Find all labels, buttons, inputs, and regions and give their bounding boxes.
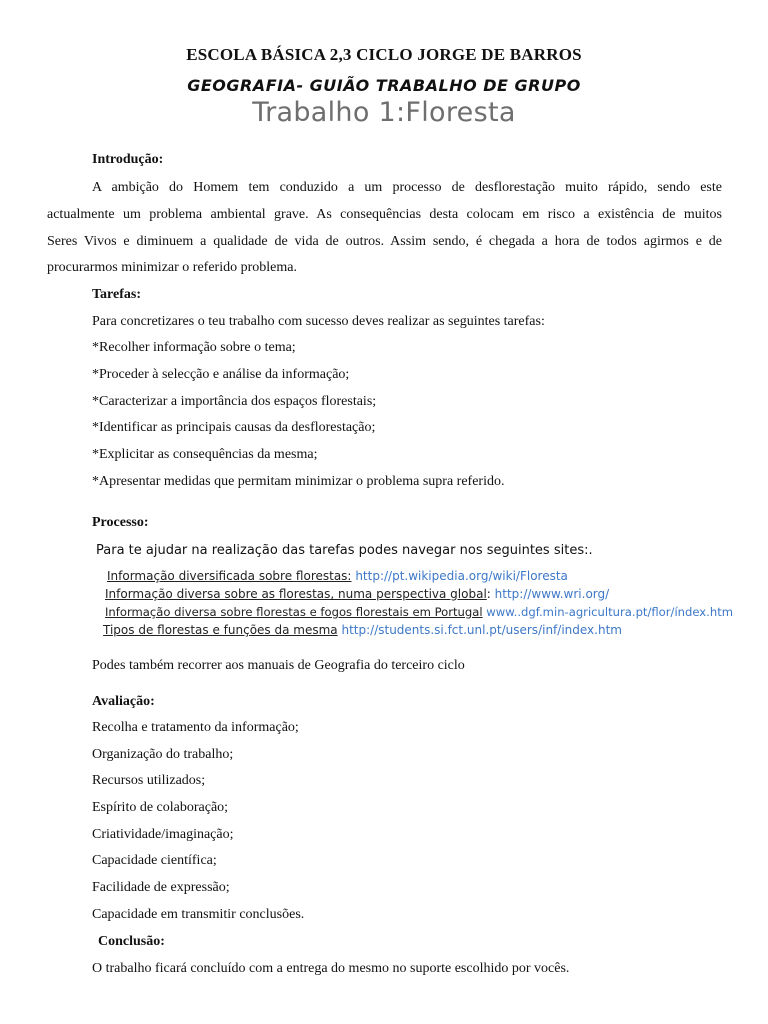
task-item: *Explicitar as consequências da mesma; <box>92 447 318 462</box>
evaluation-item: Capacidade em transmitir conclusões. <box>92 907 305 922</box>
intro-line-3: Seres Vivos e diminuem a qualidade de vida de outros. Assim sendo, é chegada a hora de todos agirmos e de <box>47 234 722 249</box>
link-label[interactable]: Tipos de florestas e funções da mesma <box>103 623 338 637</box>
link-row <box>107 569 568 583</box>
link-url[interactable]: www..dgf.min-agricultura.pt/flor/índex.htm <box>486 605 734 619</box>
intro-heading: Introdução: <box>92 152 164 167</box>
link-label[interactable]: Informação diversificada sobre florestas: <box>107 569 352 583</box>
link-row <box>103 623 622 637</box>
evaluation-item: Organização do trabalho; <box>92 747 234 762</box>
tasks-heading: Tarefas: <box>92 287 141 302</box>
link-url[interactable]: http://www.wri.org/ <box>494 587 610 601</box>
intro-line-1: A ambição do Homem tem conduzido a um processo de desflorestação muito rápido, sendo este <box>92 180 722 195</box>
evaluation-item: Facilidade de expressão; <box>92 880 230 895</box>
link-row <box>105 605 733 619</box>
task-item: *Proceder à selecção e análise da informação; <box>92 367 350 382</box>
evaluation-item: Recursos utilizados; <box>92 773 206 788</box>
task-item: *Identificar as principais causas da desflorestação; <box>92 420 376 435</box>
intro-line-2: actualmente um problema ambiental grave. As consequências desta colocam em risco a existência de muitos <box>47 207 722 222</box>
evaluation-item: Recolha e tratamento da informação; <box>92 720 299 735</box>
tasks-lead: Para concretizares o teu trabalho com sucesso deves realizar as seguintes tarefas: <box>92 314 545 329</box>
evaluation-item: Capacidade científica; <box>92 853 217 868</box>
link-label[interactable]: Informação diversa sobre as florestas, numa perspectiva global <box>105 587 487 601</box>
intro-line-4: procurarmos minimizar o referido problema. <box>47 260 297 275</box>
process-note: Podes também recorrer aos manuais de Geografia do terceiro ciclo <box>92 658 465 673</box>
evaluation-item: Criatividade/imaginação; <box>92 827 234 842</box>
evaluation-item: Espírito de colaboração; <box>92 800 229 815</box>
process-heading: Processo: <box>92 515 149 530</box>
link-url[interactable]: http://students.si.fct.unl.pt/users/inf/index.htm <box>341 623 622 637</box>
link-url[interactable]: http://pt.wikipedia.org/wiki/Floresta <box>355 569 568 583</box>
task-item: *Apresentar medidas que permitam minimizar o problema supra referido. <box>92 474 505 489</box>
link-row <box>105 587 609 601</box>
conclusion-heading: Conclusão: <box>98 934 165 949</box>
link-separator: : <box>486 587 495 601</box>
process-lead: Para te ajudar na realização das tarefas podes navegar nos seguintes sites:. <box>96 543 593 558</box>
task-item: *Caracterizar a importância dos espaços florestais; <box>92 394 377 409</box>
link-label[interactable]: Informação diversa sobre florestas e fogos florestais em Portugal <box>105 605 483 619</box>
conclusion-text: O trabalho ficará concluído com a entrega do mesmo no suporte escolhido por vocês. <box>92 961 570 976</box>
task-item: *Recolher informação sobre o tema; <box>92 340 296 355</box>
document-subtitle: GEOGRAFIA- GUIÃO TRABALHO DE GRUPO <box>187 76 581 95</box>
page-title: Trabalho 1:Floresta <box>252 97 516 128</box>
evaluation-heading: Avaliação: <box>92 694 155 709</box>
school-name: ESCOLA BÁSICA 2,3 CICLO JORGE DE BARROS <box>186 45 582 64</box>
